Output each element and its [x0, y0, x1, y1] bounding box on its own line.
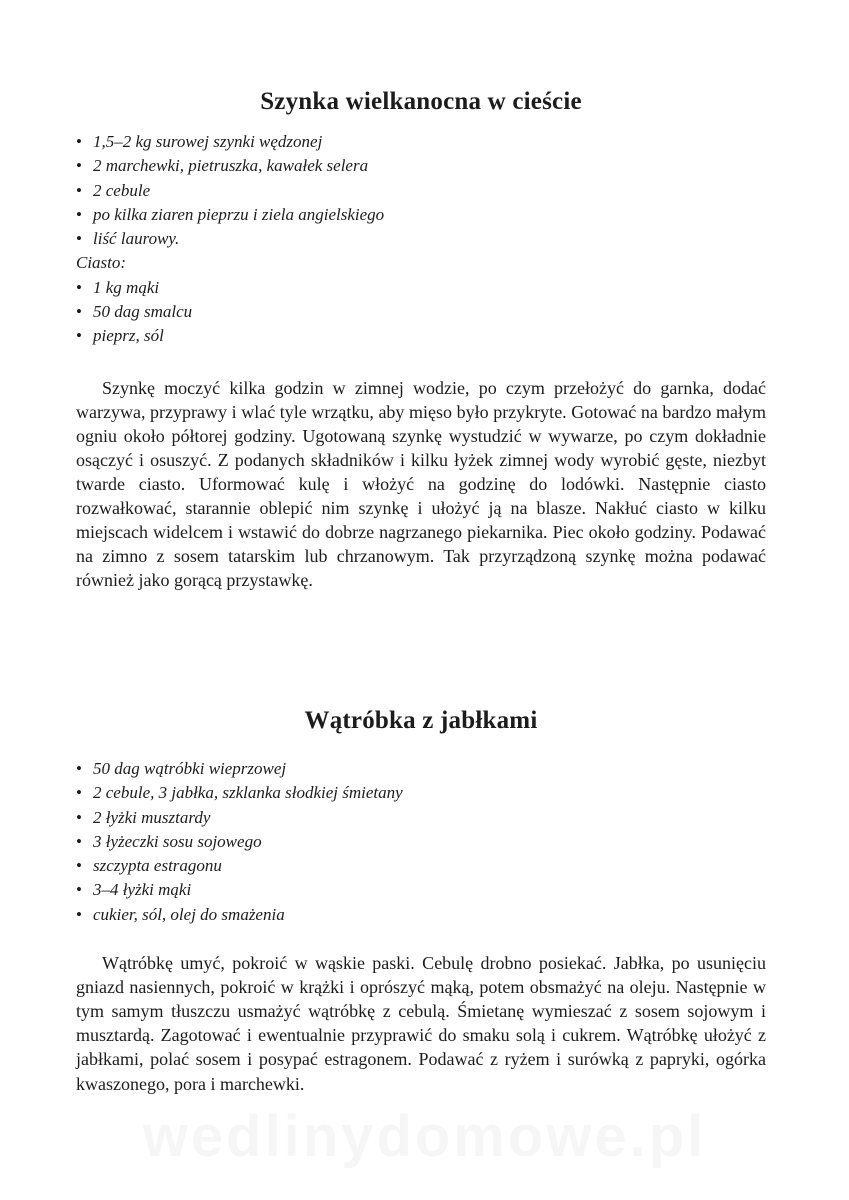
recipe-watrobka — [76, 703, 766, 1096]
ingredient-item: • szczypta estragonu — [76, 854, 766, 878]
ingredient-item: • po kilka ziaren pieprzu i ziela angielskiego — [76, 203, 766, 227]
bullet-icon: • — [76, 831, 82, 851]
site-watermark — [0, 1103, 849, 1170]
ingredient-list — [76, 757, 766, 927]
bullet-icon: • — [76, 326, 82, 346]
bullet-icon: • — [76, 880, 82, 900]
ingredient-list — [76, 130, 766, 251]
dough-label: Ciasto: — [76, 253, 127, 273]
bullet-icon: • — [76, 277, 82, 297]
bullet-icon: • — [76, 156, 82, 176]
bullet-icon: • — [76, 856, 82, 876]
ingredient-item: • pieprz, sól — [76, 324, 766, 348]
ingredient-item: • 1,5–2 kg surowej szynki wędzonej — [76, 130, 766, 154]
ingredient-item: • 3 łyżeczki sosu sojowego — [76, 830, 766, 854]
recipe-title: Szynka wielkanocna w cieście — [260, 88, 582, 115]
instructions-paragraph: Szynkę moczyć kilka godzin w zimnej wodzie, po czym przełożyć do garnka, dodać warzywa, przyprawy i wlać tyle wrzątku, aby mięso było przykryte. Gotować na bardzo małym ogniu około półtorej godziny. Ugotowaną szynkę wystudzić w wywarze, po czym dokładnie osączyć i osuszyć. Z podanych składników i kilku łyżek zimnej wody wyrobić gęste, niezbyt twarde ciasto. Uformować kulę i włożyć na godzinę do lodówki. Następnie ciasto rozwałkować, starannie oblepić nim szynkę i ułożyć ją na blasze. Nakłuć ciasto w kilku miejscach widelcem i wstawić do dobrze nagrzanego piekarnika. Piec około godziny. Podawać na zimno z sosem tatarskim lub chrzanowym. Tak przyrządzoną szynkę można podawać również jako gorącą przystawkę. — [76, 377, 766, 591]
ingredient-item: • 50 dag wątróbki wieprzowej — [76, 757, 766, 781]
recipe-szynka — [76, 84, 766, 593]
recipe-title: Wątróbka z jabłkami — [304, 707, 538, 734]
ingredient-item: • liść laurowy. — [76, 227, 766, 251]
ingredient-item: • 2 marchewki, pietruszka, kawałek selera — [76, 154, 766, 178]
bullet-icon: • — [76, 229, 82, 249]
bullet-icon: • — [76, 302, 82, 322]
instructions-paragraph: Wątróbkę umyć, pokroić w wąskie paski. Cebulę drobno posiekać. Jabłka, po usunięciu gniazd nasiennych, pokroić w krążki i oprószyć mąką, potem obsmażyć na oleju. Następnie w tym samym tłuszczu usmażyć wątróbkę z cebulą. Śmietanę wymieszać z sosem sojowym i musztardą. Zagotować i ewentualnie przyprawić do smaku solą i cukrem. Wątróbkę ułożyć z jabłkami, polać sosem i posypać estragonem. Podawać z ryżem i surówką z papryki, ogórka kwaszonego, pora i marchewki. — [76, 953, 766, 1094]
bullet-icon: • — [76, 783, 82, 803]
dough-ingredient-list — [76, 276, 766, 349]
bullet-icon: • — [76, 132, 82, 151]
bullet-icon: • — [76, 180, 82, 200]
ingredient-item: • 50 dag smalcu — [76, 300, 766, 324]
ingredient-item: • 2 cebule, 3 jabłka, szklanka słodkiej śmietany — [76, 781, 766, 805]
ingredient-item: • 2 cebule — [76, 179, 766, 203]
bullet-icon: • — [76, 759, 82, 778]
bullet-icon: • — [76, 204, 82, 224]
ingredient-item: • 2 łyżki musztardy — [76, 806, 766, 830]
ingredient-item: • 1 kg mąki — [76, 276, 766, 300]
ingredient-item: • 3–4 łyżki mąki — [76, 878, 766, 902]
bullet-icon: • — [76, 904, 82, 924]
ingredient-item: • cukier, sól, olej do smażenia — [76, 903, 766, 927]
bullet-icon: • — [76, 807, 82, 827]
